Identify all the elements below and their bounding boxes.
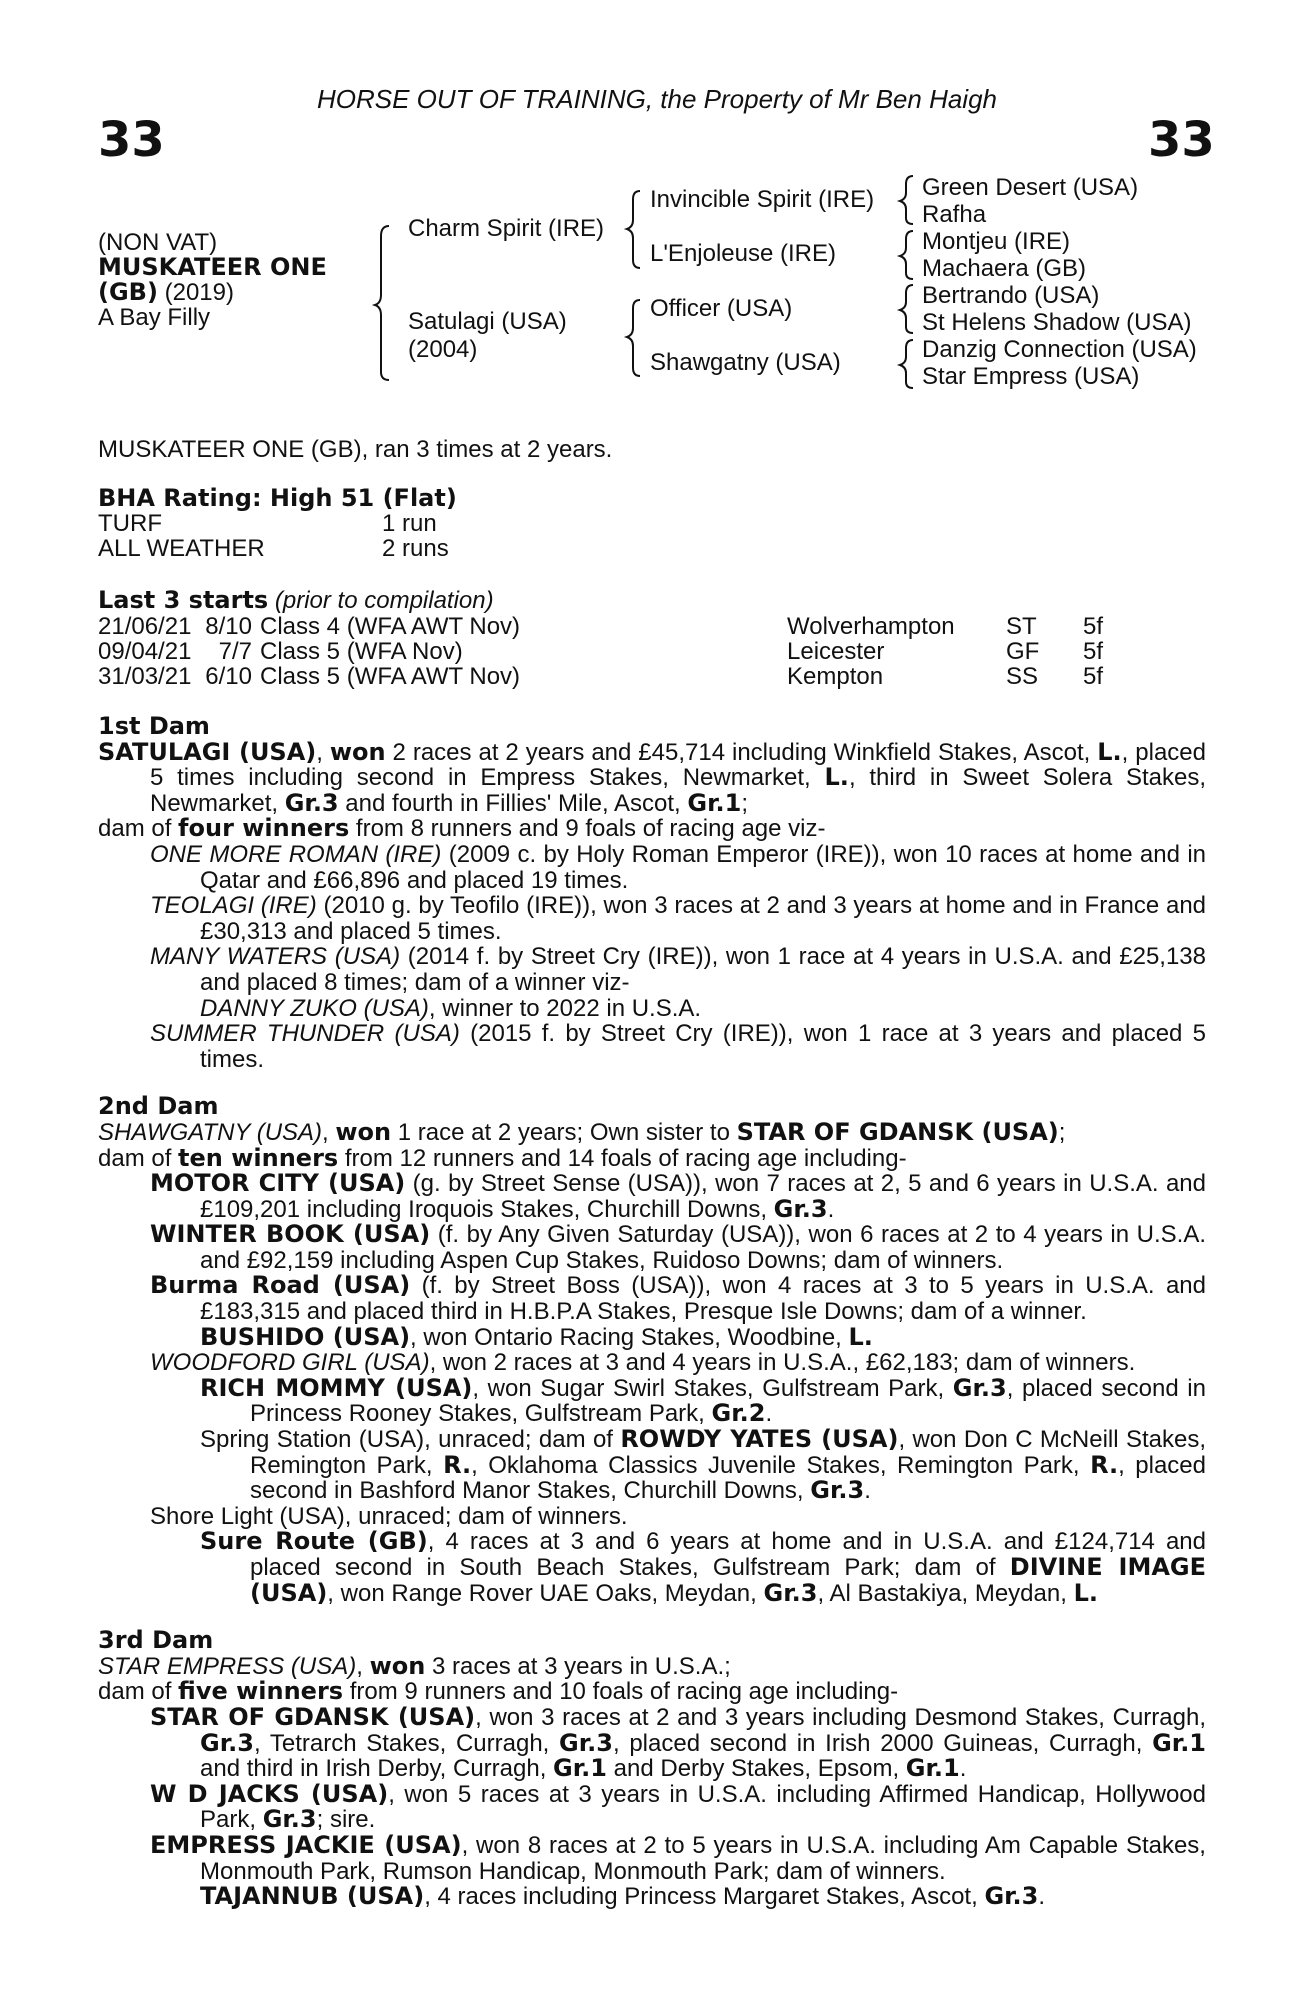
dam2-heading: 2nd Dam (98, 1092, 219, 1121)
dam2-produce-item: Burma Road (USA) (f. by Street Boss (USA)), won 4 races at 3 to 5 years in U.S.A. and £183,315 and placed third in H.B.P.A Stakes, Presque Isle Downs; dam of a winner. (150, 1271, 1206, 1326)
last-starts-note: (prior to compilation) (274, 587, 494, 614)
start-date: 21/06/21 (98, 613, 192, 640)
horse-description: A Bay Filly (98, 304, 211, 331)
dam2-produce-item: Shore Light (USA), unraced; dam of winners. (150, 1502, 628, 1530)
pedigree-g5: Bertrando (USA) (922, 282, 1100, 309)
rating-title: BHA Rating: High 51 (Flat) (98, 484, 457, 512)
pedigree-g1: Green Desert (USA) (922, 174, 1139, 201)
lot-number-left: 33 (98, 112, 165, 168)
pedigree-g7: Danzig Connection (USA) (922, 336, 1197, 363)
page-header: HORSE OUT OF TRAINING, the Property of Mr Ben Haigh (316, 84, 998, 114)
pedigree-dam: Satulagi (USA) (408, 308, 567, 335)
pedigree-dam-year: (2004) (408, 336, 478, 363)
dam1-produce-item: TEOLAGI (IRE) (2010 g. by Teofilo (IRE)), won 3 races at 2 and 3 years at home and in France and £30,313 and placed 5 times. (150, 892, 1207, 945)
rating-surface: ALL WEATHER (98, 535, 265, 562)
rating-runs: 2 runs (382, 535, 449, 562)
start-date: 31/03/21 (98, 663, 192, 690)
dam1-heading: 1st Dam (98, 712, 210, 740)
pedigree-dam-dam: Shawgatny (USA) (650, 349, 841, 376)
last-starts-title (98, 588, 494, 613)
pedigree-g2: Rafha (922, 201, 987, 228)
dam2-produce-subitem: RICH MOMMY (USA), won Sugar Swirl Stakes, Gulfstream Park, Gr.3, placed second in Princess Rooney Stakes, Gulfstream Park, Gr.2. (200, 1373, 1206, 1428)
dam1-produce-subitem: DANNY ZUKO (USA), winner to 2022 in U.S.A. (200, 994, 702, 1022)
rating-surface: TURF (98, 510, 162, 537)
start-distance: 5f (1083, 638, 1104, 665)
start-position: 6/10 (205, 663, 252, 690)
dam3-heading: 3rd Dam (98, 1626, 214, 1655)
pedigree-dam-sire: Officer (USA) (650, 295, 793, 322)
dam1-record: SATULAGI (USA), won 2 races at 2 years and £45,714 including Winkfield Stakes, Ascot, L., placed 5 times including second in Empress Stakes, Newmarket, L., third in Sweet Solera Stakes, Newmarket, Gr.3 and fourth in Fillies' Mile, Ascot, Gr.1; (98, 737, 1207, 817)
pedigree-sire-sire: Invincible Spirit (IRE) (650, 186, 875, 213)
dam3-produce-subitem: TAJANNUB (USA), 4 races including Princess Margaret Stakes, Ascot, Gr.3. (200, 1882, 1046, 1911)
last-starts-table (98, 614, 1103, 689)
lot-number-right: 33 (1148, 112, 1215, 168)
rating-runs: 1 run (382, 510, 437, 537)
start-race: Class 5 (WFA AWT Nov) (260, 663, 521, 690)
dam2-produce-subitem: Spring Station (USA), unraced; dam of ROWDY YATES (USA), won Don C McNeill Stakes, Remington Park, R., Oklahoma Classics Juvenile Stakes, Remington Park, R., placed second in Bashford Manor Stakes, Churchill Downs, Gr.3. (200, 1425, 1207, 1505)
pedigree-sire: Charm Spirit (IRE) (408, 215, 605, 242)
table-row (98, 664, 1103, 689)
horse-name: MUSKATEER ONE (98, 253, 327, 281)
dam1-produce-item: MANY WATERS (USA) (2014 f. by Street Cry (IRE)), won 1 race at 4 years in U.S.A. and £25,138 and placed 8 times; dam of a winner viz- (150, 943, 1207, 996)
start-distance: 5f (1083, 613, 1104, 640)
dam1-produce-item: SUMMER THUNDER (USA) (2015 f. by Street Cry (IRE)), won 1 race at 3 years and placed 5 times. (150, 1020, 1206, 1073)
start-position: 8/10 (205, 613, 252, 640)
dam2-produce-item: WOODFORD GIRL (USA), won 2 races at 3 and 4 years in U.S.A., £62,183; dam of winners. (150, 1349, 1136, 1377)
pedigree-g4: Machaera (GB) (922, 255, 1087, 282)
dam3-produce-item: STAR OF GDANSK (USA), won 3 races at 2 and 3 years including Desmond Stakes, Curragh, Gr.3, Tetrarch Stakes, Curragh, Gr.3, placed second in Irish 2000 Guineas, Curragh, Gr.1 and third in Irish Derby, Curragh, Gr.1 and Derby Stakes, Epsom, Gr.1. (150, 1702, 1207, 1783)
family-history (98, 714, 1206, 1910)
dam2-produce-subitem: Sure Route (GB), 4 races at 3 and 6 years at home and in U.S.A. and £124,714 and placed second in South Beach Stakes, Gulfstream Park; dam of DIVINE IMAGE (USA), won Range Rover UAE Oaks, Meydan, Gr.3, Al Bastakiya, Meydan, L. (200, 1527, 1206, 1607)
rating-row (98, 536, 457, 561)
rating-row (98, 511, 457, 536)
table-row (98, 639, 1103, 664)
table-row (98, 614, 1103, 639)
pedigree-g3: Montjeu (IRE) (922, 228, 1071, 255)
dam3-produce-summary: dam of five winners from 9 runners and 10 foals of racing age including- (98, 1677, 899, 1706)
start-date: 09/04/21 (98, 638, 192, 665)
dam3-produce-item: W D JACKS (USA), won 5 races at 3 years in U.S.A. including Affirmed Handicap, Hollywood Park, Gr.3; sire. (150, 1779, 1207, 1834)
start-race: Class 4 (WFA AWT Nov) (260, 613, 521, 640)
pedigree-g8: Star Empress (USA) (922, 363, 1140, 390)
dam1-produce-item: ONE MORE ROMAN (IRE) (2009 c. by Holy Roman Emperor (IRE)), won 10 races at home and in Qatar and £66,896 and placed 19 times. (150, 840, 1206, 894)
start-position: 7/7 (218, 638, 252, 665)
dam3-record: STAR EMPRESS (USA), won 3 races at 3 years in U.S.A.; (98, 1651, 731, 1680)
vat-status: (NON VAT) (98, 229, 218, 256)
dam2-produce-subitem: BUSHIDO (USA), won Ontario Racing Stakes, Woodbine, L. (200, 1322, 873, 1351)
start-going: ST (1006, 613, 1037, 640)
start-course: Wolverhampton (787, 613, 955, 640)
horse-year: (2019) (164, 279, 234, 306)
start-course: Leicester (787, 638, 885, 665)
rating-block (98, 486, 457, 561)
dam2-produce-summary: dam of ten winners from 12 runners and 14 foals of racing age including- (98, 1143, 907, 1172)
start-going: GF (1006, 638, 1040, 665)
start-distance: 5f (1083, 663, 1104, 690)
horse-country: (GB) (98, 278, 158, 306)
start-race: Class 5 (WFA Nov) (260, 638, 463, 665)
last-starts-heading: Last 3 starts (98, 586, 269, 614)
pedigree-g6: St Helens Shadow (USA) (922, 309, 1192, 336)
dam2-produce-item: MOTOR CITY (USA) (g. by Street Sense (USA)), won 7 races at 2, 5 and 6 years in U.S.A. and £109,201 including Iroquois Stakes, Churchill Downs, Gr.3. (150, 1169, 1206, 1223)
dam2-produce-item: WINTER BOOK (USA) (f. by Any Given Saturday (USA)), won 6 races at 2 to 4 years in U.S.A. and £92,159 including Aspen Cup Stakes, Ruidoso Downs; dam of winners. (150, 1220, 1206, 1274)
pedigree-sire-dam: L'Enjoleuse (IRE) (650, 240, 836, 267)
dam3-produce-item: EMPRESS JACKIE (USA), won 8 races at 2 to 5 years in U.S.A. including Am Capable Stakes, Monmouth Park, Rumson Handicap, Monmouth Park; dam of winners. (150, 1830, 1206, 1885)
dam2-record: SHAWGATNY (USA), won 1 race at 2 years; Own sister to STAR OF GDANSK (USA); (98, 1117, 1066, 1146)
race-summary: MUSKATEER ONE (GB), ran 3 times at 2 years. (98, 436, 613, 463)
dam1-produce-summary: dam of four winners from 8 runners and 9 foals of racing age viz- (98, 814, 826, 843)
start-going: SS (1006, 663, 1039, 690)
start-course: Kempton (787, 663, 884, 690)
